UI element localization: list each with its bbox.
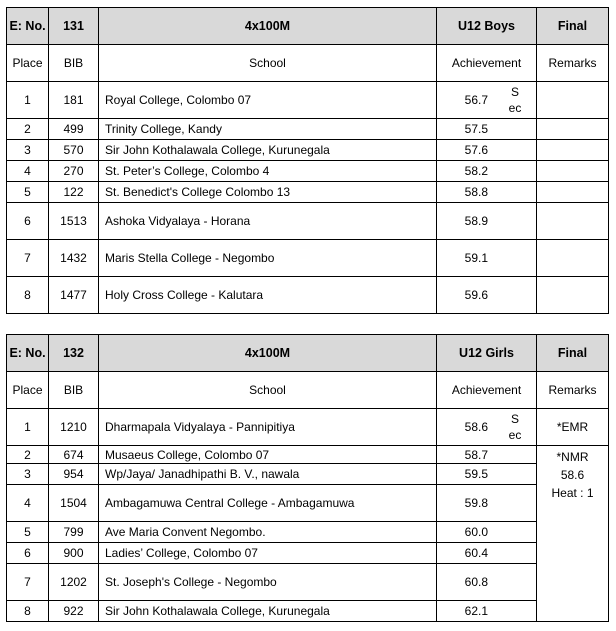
achievement-cell <box>437 161 537 182</box>
school-cell: Musaeus College, Colombo 07 <box>99 446 437 464</box>
bib-cell: 181 <box>49 82 99 119</box>
place-header: Place <box>7 45 49 82</box>
bib-header: BIB <box>49 372 99 409</box>
achievement-cell <box>437 464 537 485</box>
event-number: 131 <box>49 8 99 45</box>
place-cell: 3 <box>7 464 49 485</box>
time-unit: Sec <box>508 412 522 442</box>
place-cell: 4 <box>7 161 49 182</box>
column-header-row <box>7 45 609 82</box>
remarks-cell <box>537 119 609 140</box>
time-value: 58.7 <box>464 447 488 462</box>
bib-cell: 122 <box>49 182 99 203</box>
table-row <box>7 277 609 314</box>
table-row <box>7 161 609 182</box>
bib-cell: 1210 <box>49 409 99 446</box>
achievement-header: Achievement <box>437 45 537 82</box>
place-cell: 7 <box>7 564 49 601</box>
table-row <box>7 522 609 543</box>
achievement-cell <box>437 409 537 446</box>
table-row <box>7 240 609 277</box>
table-row <box>7 601 609 622</box>
place-cell: 7 <box>7 240 49 277</box>
achievement-cell <box>437 601 537 622</box>
achievement-cell <box>437 522 537 543</box>
achievement-cell <box>437 446 537 464</box>
school-header: School <box>99 372 437 409</box>
table-row <box>7 182 609 203</box>
time-value: 59.1 <box>464 251 488 265</box>
event-category: U12 Girls <box>437 335 537 372</box>
remarks-cell <box>537 446 609 622</box>
time-value: 57.5 <box>464 122 488 136</box>
achievement-header: Achievement <box>437 372 537 409</box>
achievement-cell <box>437 119 537 140</box>
school-cell: Maris Stella College - Negombo <box>99 240 437 277</box>
time-value: 58.6 <box>464 420 488 434</box>
time-value: 59.6 <box>464 288 488 302</box>
time-value: 59.5 <box>464 467 488 481</box>
bib-cell: 1504 <box>49 485 99 522</box>
remarks-cell <box>537 161 609 182</box>
time-value: 62.1 <box>464 604 488 618</box>
table-row <box>7 203 609 240</box>
achievement-cell <box>437 564 537 601</box>
time-value: 56.7 <box>464 93 488 107</box>
place-cell: 6 <box>7 203 49 240</box>
nmr-value: 58.6 <box>560 468 585 482</box>
bib-cell: 1477 <box>49 277 99 314</box>
time-unit: Sec <box>508 85 522 115</box>
bib-cell: 1202 <box>49 564 99 601</box>
school-cell: Sir John Kothalawala College, Kurunegala <box>99 140 437 161</box>
school-cell: Ave Maria Convent Negombo. <box>99 522 437 543</box>
table-row <box>7 543 609 564</box>
bib-cell: 922 <box>49 601 99 622</box>
bib-cell: 270 <box>49 161 99 182</box>
achievement-cell <box>437 277 537 314</box>
place-cell: 8 <box>7 601 49 622</box>
remarks-cell <box>537 203 609 240</box>
school-cell: Ambagamuwa Central College - Ambagamuwa <box>99 485 437 522</box>
place-cell: 3 <box>7 140 49 161</box>
bib-cell: 1513 <box>49 203 99 240</box>
heat-label: Heat : 1 <box>551 486 594 500</box>
school-cell: Dharmapala Vidyalaya - Pannipitiya <box>99 409 437 446</box>
school-cell: St. Peter’s College, Colombo 4 <box>99 161 437 182</box>
results-table-girls <box>6 334 609 622</box>
place-cell: 1 <box>7 82 49 119</box>
place-cell: 5 <box>7 522 49 543</box>
place-cell: 6 <box>7 543 49 564</box>
event-category: U12 Boys <box>437 8 537 45</box>
time-value: 60.4 <box>464 546 488 560</box>
achievement-cell <box>437 240 537 277</box>
entry-no-label: E: No. <box>7 8 49 45</box>
achievement-cell <box>437 82 537 119</box>
table-row <box>7 446 609 464</box>
event-round: Final <box>537 8 609 45</box>
table-row <box>7 409 609 446</box>
table-row <box>7 82 609 119</box>
school-cell: Ashoka Vidyalaya - Horana <box>99 203 437 240</box>
column-header-row <box>7 372 609 409</box>
time-value: 60.0 <box>464 525 488 539</box>
bib-cell: 499 <box>49 119 99 140</box>
achievement-cell <box>437 543 537 564</box>
school-cell: Holy Cross College - Kalutara <box>99 277 437 314</box>
remarks-cell <box>537 277 609 314</box>
place-header: Place <box>7 372 49 409</box>
remarks-cell: *EMR <box>537 409 609 446</box>
remarks-cell <box>537 240 609 277</box>
place-cell: 4 <box>7 485 49 522</box>
school-cell: Royal College, Colombo 07 <box>99 82 437 119</box>
nmr-label: *NMR <box>556 450 589 464</box>
bib-cell: 570 <box>49 140 99 161</box>
time-value: 58.9 <box>464 214 488 228</box>
event-round: Final <box>537 335 609 372</box>
place-cell: 1 <box>7 409 49 446</box>
table-row <box>7 464 609 485</box>
school-cell: Sir John Kothalawala College, Kurunegala <box>99 601 437 622</box>
place-cell: 8 <box>7 277 49 314</box>
achievement-cell <box>437 182 537 203</box>
bib-header: BIB <box>49 45 99 82</box>
bib-cell: 674 <box>49 446 99 464</box>
time-value: 59.8 <box>464 496 488 510</box>
time-value: 58.8 <box>464 185 488 199</box>
school-cell: Ladies’ College, Colombo 07 <box>99 543 437 564</box>
table-row <box>7 140 609 161</box>
entry-no-label: E: No. <box>7 335 49 372</box>
table-row <box>7 119 609 140</box>
achievement-cell <box>437 203 537 240</box>
bib-cell: 1432 <box>49 240 99 277</box>
achievement-cell <box>437 485 537 522</box>
event-number: 132 <box>49 335 99 372</box>
remarks-cell <box>537 182 609 203</box>
remarks-header: Remarks <box>537 372 609 409</box>
remarks-cell <box>537 82 609 119</box>
event-name: 4x100M <box>99 8 437 45</box>
school-cell: St. Benedict's College Colombo 13 <box>99 182 437 203</box>
time-value: 58.2 <box>464 164 488 178</box>
place-cell: 5 <box>7 182 49 203</box>
achievement-cell <box>437 140 537 161</box>
school-header: School <box>99 45 437 82</box>
results-table-boys <box>6 7 609 314</box>
event-name: 4x100M <box>99 335 437 372</box>
table-row <box>7 564 609 601</box>
place-cell: 2 <box>7 446 49 464</box>
table-row <box>7 485 609 522</box>
time-value: 57.6 <box>464 143 488 157</box>
bib-cell: 954 <box>49 464 99 485</box>
place-cell: 2 <box>7 119 49 140</box>
school-cell: Wp/Jaya/ Janadhipathi B. V., nawala <box>99 464 437 485</box>
school-cell: Trinity College, Kandy <box>99 119 437 140</box>
event-header-row <box>7 8 609 45</box>
remarks-cell <box>537 140 609 161</box>
remarks-header: Remarks <box>537 45 609 82</box>
bib-cell: 799 <box>49 522 99 543</box>
event-header-row <box>7 335 609 372</box>
time-value: 60.8 <box>464 575 488 589</box>
bib-cell: 900 <box>49 543 99 564</box>
school-cell: St. Joseph's College - Negombo <box>99 564 437 601</box>
